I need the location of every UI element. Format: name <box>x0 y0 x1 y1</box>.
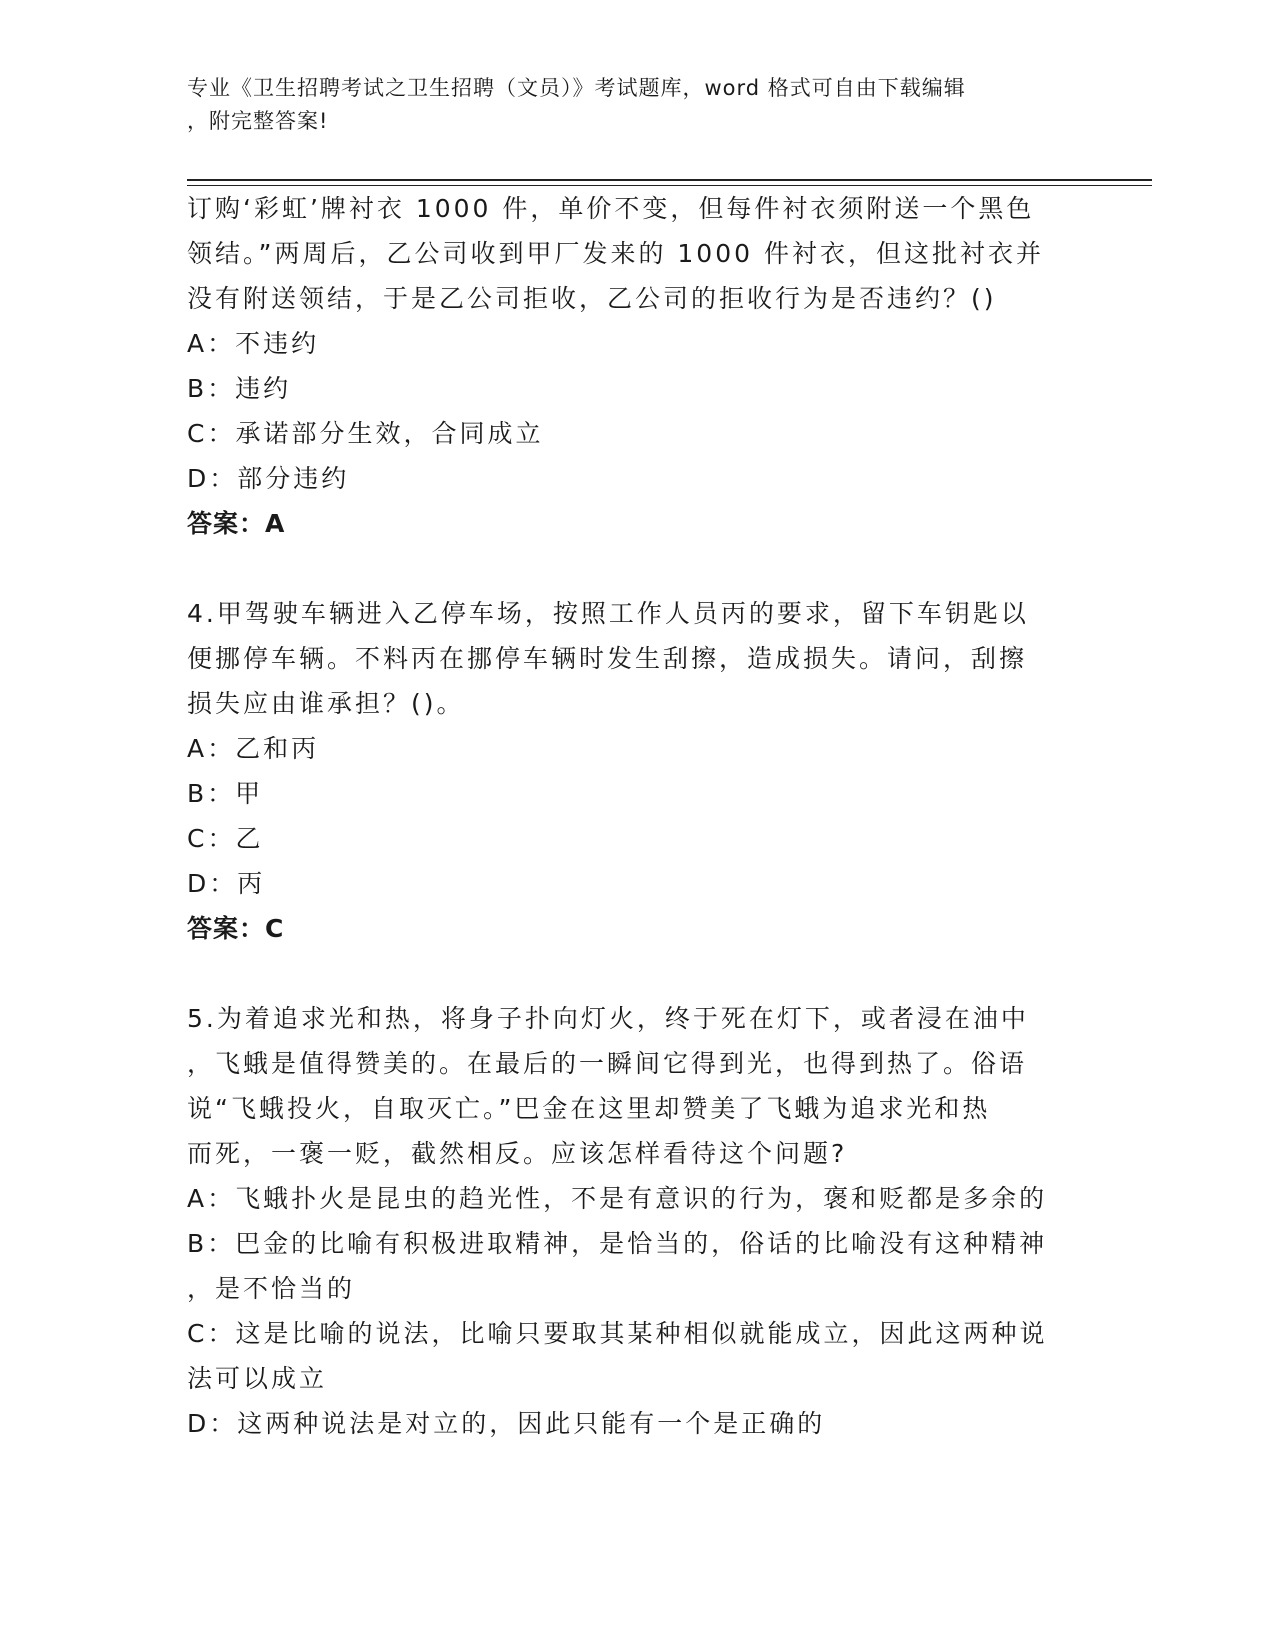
question-stem-line: 5.为着追求光和热，将身子扑向灯火，终于死在灯下，或者浸在油中 <box>187 1004 1029 1033</box>
option-c: C：乙 <box>187 824 264 853</box>
question-stem-line: 4.甲驾驶车辆进入乙停车场，按照工作人员丙的要求，留下车钥匙以 <box>187 599 1029 628</box>
question-stem-line: 订购‘彩虹’牌衬衣 1000 件，单价不变，但每件衬衣须附送一个黑色 <box>187 194 1035 223</box>
header-line-2: ，附完整答案! <box>187 109 329 133</box>
question-spacer <box>187 546 1087 591</box>
question-stem-line: 而死，一褒一贬，截然相反。应该怎样看待这个问题? <box>187 1139 848 1168</box>
option-c: C：这是比喻的说法，比喻只要取其某种相似就能成立，因此这两种说 <box>187 1319 1048 1348</box>
option-b: B：巴金的比喻有积极进取精神，是恰当的，俗话的比喻没有这种精神 <box>187 1229 1048 1258</box>
option-b: B：违约 <box>187 374 292 403</box>
option-a: A：飞蛾扑火是昆虫的趋光性，不是有意识的行为，褒和贬都是多余的 <box>187 1184 1048 1213</box>
option-c-continued: 法可以成立 <box>187 1364 328 1393</box>
option-b-continued: ，是不恰当的 <box>187 1274 356 1303</box>
question-4 <box>187 591 1087 951</box>
question-5 <box>187 996 1087 1446</box>
question-stem-line: 损失应由谁承担？()。 <box>187 689 465 718</box>
question-stem-line: 没有附送领结，于是乙公司拒收，乙公司的拒收行为是否违约？() <box>187 284 997 313</box>
question-spacer <box>187 951 1087 996</box>
answer: 答案：A <box>187 509 286 538</box>
answer: 答案：C <box>187 914 285 943</box>
option-d: D：部分违约 <box>187 464 350 493</box>
option-c: C：承诺部分生效，合同成立 <box>187 419 544 448</box>
question-stem-line: ，飞蛾是值得赞美的。在最后的一瞬间它得到光，也得到热了。俗语 <box>187 1049 1028 1078</box>
document-body <box>187 186 1087 1446</box>
question-stem-line: 说“飞蛾投火，自取灭亡。”巴金在这里却赞美了飞蛾为追求光和热 <box>187 1094 991 1123</box>
option-a: A：不违约 <box>187 329 320 358</box>
header-line-1: 专业《卫生招聘考试之卫生招聘（文员）》考试题库，word 格式可自由下载编辑 <box>187 76 966 100</box>
question-stem-line: 领结。”两周后，乙公司收到甲厂发来的 1000 件衬衣，但这批衬衣并 <box>187 239 1044 268</box>
option-d: D：这两种说法是对立的，因此只能有一个是正确的 <box>187 1409 826 1438</box>
option-d: D：丙 <box>187 869 266 898</box>
option-a: A：乙和丙 <box>187 734 320 763</box>
page-header <box>187 72 1067 138</box>
question-3 <box>187 186 1087 546</box>
header-rule-thick <box>187 179 1152 181</box>
question-stem-line: 便挪停车辆。不料丙在挪停车辆时发生刮擦，造成损失。请问，刮擦 <box>187 644 1028 673</box>
option-b: B：甲 <box>187 779 264 808</box>
